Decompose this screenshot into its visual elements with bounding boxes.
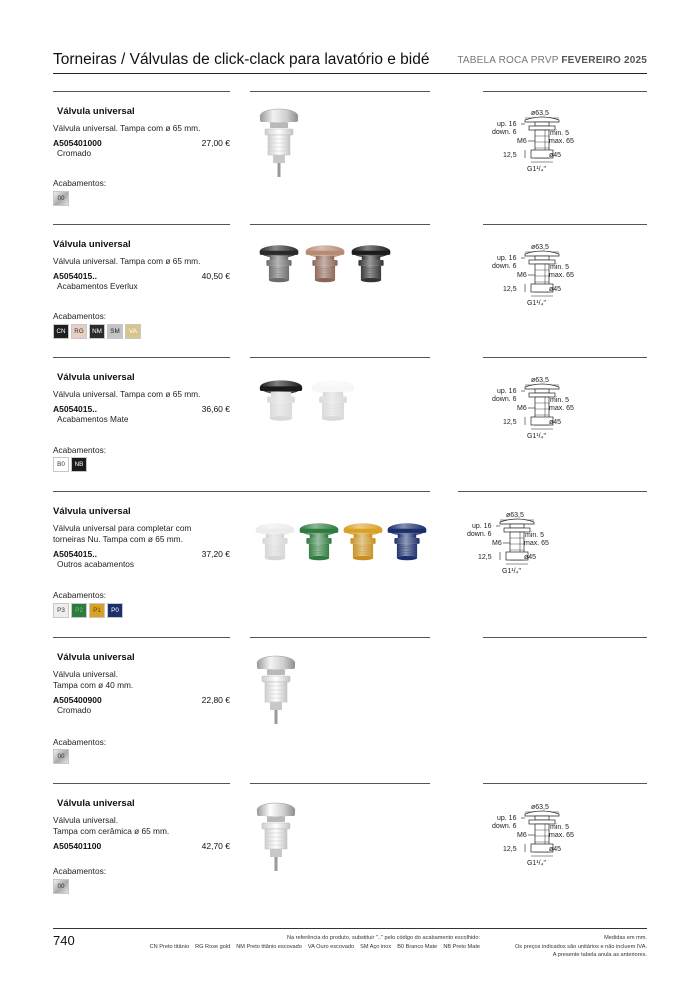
section-rule <box>483 637 647 638</box>
product-reference: A5054015.. <box>53 271 97 281</box>
technical-drawing <box>483 106 603 186</box>
finishes-label: Acabamentos: <box>53 590 107 600</box>
section-rule <box>250 357 430 358</box>
product-price: 37,20 € <box>201 549 230 559</box>
product-image-p2-valve <box>298 522 340 573</box>
product-description <box>53 123 223 134</box>
description-line: Válvula universal. Tampa com ø 65 mm. <box>53 389 201 399</box>
product-image-p1-valve <box>342 522 384 573</box>
finish-swatch-nb[interactable]: NB <box>71 457 87 472</box>
dim-up: up. 16 <box>497 121 517 128</box>
product-title: Válvula universal <box>57 372 135 383</box>
dim-diameter: ø63,5 <box>531 244 549 251</box>
product-description <box>53 389 223 400</box>
dim-diameter: ø63,5 <box>531 377 549 384</box>
description-line: Tampa com cerâmica ø 65 mm. <box>53 826 170 836</box>
finish-swatch-nm[interactable]: NM <box>89 324 105 339</box>
finish-swatch-b0[interactable]: B0 <box>53 457 69 472</box>
dim-max: max. 65 <box>524 540 549 547</box>
product-title: Válvula universal <box>53 239 131 250</box>
finish-swatch-00[interactable]: 00 <box>53 191 69 206</box>
dim-min: min. 5 <box>525 532 545 539</box>
product-finish-name: Outros acabamentos <box>57 559 135 569</box>
dim-m6: M6 <box>517 138 527 145</box>
section-rule <box>483 91 647 92</box>
dim-min: min. 5 <box>550 397 570 404</box>
finish-swatches <box>53 457 87 472</box>
dimension-diagram <box>483 800 603 880</box>
legend-item: VA Ouro escovado <box>307 943 355 950</box>
dim-d45: ø45 <box>549 419 562 426</box>
description-line: Tampa com ø 40 mm. <box>53 680 134 690</box>
finishes-label: Acabamentos: <box>53 445 107 455</box>
product-image-chrome-small-valve <box>255 654 297 732</box>
header-rule <box>53 73 647 74</box>
description-line: Válvula universal. <box>53 669 119 679</box>
finish-swatch-cn[interactable]: CN <box>53 324 69 339</box>
footer-finish-legend <box>120 934 480 951</box>
dim-down: down. 6 <box>492 823 517 830</box>
finish-swatch-rg[interactable]: RG <box>71 324 87 339</box>
dim-thread: G1¹/₄" <box>527 433 546 440</box>
dim-m6: M6 <box>517 405 527 412</box>
footer-note-line: Os preços indicados são unitários e não incluem IVA. <box>514 943 647 950</box>
legend-item: B0 Branco Mate <box>397 943 438 950</box>
product-image-black-valve <box>350 244 392 295</box>
dim-m6: M6 <box>492 540 502 547</box>
finish-legend <box>144 944 480 950</box>
finish-swatch-sm[interactable]: SM <box>107 324 123 339</box>
section-rule <box>483 783 647 784</box>
finish-swatches <box>53 603 123 618</box>
product-image-p3-valve <box>254 522 296 573</box>
description-line: torneiras Nu. Tampa com ø 65 mm. <box>53 534 183 544</box>
product-image <box>258 379 356 435</box>
dim-max: max. 65 <box>549 272 574 279</box>
dim-m6: M6 <box>517 272 527 279</box>
product-image-ceramic-valve <box>255 801 297 879</box>
dimension-diagram <box>458 508 578 588</box>
dim-max: max. 65 <box>549 405 574 412</box>
dim-height: 12,5 <box>503 152 517 159</box>
dimension-diagram <box>483 240 603 320</box>
section-rule <box>53 783 230 784</box>
section-rule <box>250 783 430 784</box>
dim-d45: ø45 <box>524 554 537 561</box>
dim-height: 12,5 <box>503 286 517 293</box>
technical-drawing <box>483 373 603 453</box>
product-reference: A5054015.. <box>53 549 97 559</box>
section-rule <box>483 357 647 358</box>
dim-down: down. 6 <box>492 396 517 403</box>
product-price: 42,70 € <box>201 841 230 851</box>
product-reference: A5054015.. <box>53 404 97 414</box>
description-line: Válvula universal. Tampa com ø 65 mm. <box>53 123 201 133</box>
dim-thread: G1¹/₄" <box>502 568 521 575</box>
product-description <box>53 256 223 267</box>
product-price: 36,60 € <box>201 404 230 414</box>
description-line: Válvula universal. Tampa com ø 65 mm. <box>53 256 201 266</box>
product-finish-name: Acabamentos Everlux <box>57 281 138 291</box>
dim-max: max. 65 <box>549 138 574 145</box>
dim-up: up. 16 <box>497 815 517 822</box>
section-rule <box>250 224 430 225</box>
dim-down: down. 6 <box>467 531 492 538</box>
footer-note-line: A presente tabela anula as anteriores. <box>552 952 647 958</box>
product-image <box>258 244 392 295</box>
footer-note-line: Medidas em mm. <box>604 935 647 941</box>
section-rule <box>53 357 230 358</box>
footer-rule <box>53 928 647 929</box>
section-rule <box>458 491 647 492</box>
product-reference: A505401100 <box>53 841 102 851</box>
dim-height: 12,5 <box>503 419 517 426</box>
page-number: 740 <box>53 933 75 948</box>
dim-diameter: ø63,5 <box>506 512 524 519</box>
dim-up: up. 16 <box>497 255 517 262</box>
product-image <box>258 107 300 190</box>
legend-item: NB Preto Mate <box>443 943 480 950</box>
technical-drawing <box>483 240 603 320</box>
product-image-black-matte-valve <box>258 379 304 435</box>
product-image-rosegold-valve <box>304 244 346 295</box>
product-image-chrome-valve <box>258 107 300 185</box>
dim-min: min. 5 <box>550 264 570 271</box>
dim-d45: ø45 <box>549 152 562 159</box>
dim-diameter: ø63,5 <box>531 804 549 811</box>
product-reference: A505400900 <box>53 695 102 705</box>
section-rule <box>53 637 230 638</box>
product-image <box>254 522 428 573</box>
finish-swatch-00[interactable]: 00 <box>53 749 69 764</box>
section-rule <box>53 224 230 225</box>
dim-d45: ø45 <box>549 846 562 853</box>
description-line: Válvula universal para completar com <box>53 523 192 533</box>
dim-m6: M6 <box>517 832 527 839</box>
finish-swatches <box>53 749 69 764</box>
product-image <box>255 801 297 884</box>
legend-item: NM Preto titânio escovado <box>236 943 302 950</box>
finish-swatches <box>53 191 69 206</box>
technical-drawing <box>458 508 578 588</box>
product-price: 22,80 € <box>201 695 230 705</box>
finishes-label: Acabamentos: <box>53 311 107 321</box>
dim-down: down. 6 <box>492 129 517 136</box>
dim-min: min. 5 <box>550 130 570 137</box>
section-rule <box>53 491 283 492</box>
finish-swatch-00[interactable]: 00 <box>53 879 69 894</box>
dim-diameter: ø63,5 <box>531 110 549 117</box>
footer-note: Na referência do produto, substituir ".." pelo código do acabamento escolhido: <box>286 935 480 941</box>
product-image-white-matte-valve <box>310 379 356 435</box>
dim-thread: G1¹/₄" <box>527 300 546 307</box>
dimension-diagram <box>483 106 603 186</box>
finish-swatch-p1[interactable]: P1 <box>89 603 105 618</box>
product-finish-name: Cromado <box>57 705 92 715</box>
dim-up: up. 16 <box>472 523 492 530</box>
finish-swatch-p0[interactable]: P0 <box>107 603 123 618</box>
technical-drawing <box>483 800 603 880</box>
section-rule <box>250 637 430 638</box>
finish-swatch-p2[interactable]: P2 <box>71 603 87 618</box>
description-line: Válvula universal. <box>53 815 119 825</box>
product-description <box>53 815 223 837</box>
product-description <box>53 669 223 691</box>
section-rule <box>53 91 230 92</box>
catalog-edition-date: FEVEREIRO 2025 <box>561 55 647 66</box>
dim-min: min. 5 <box>550 824 570 831</box>
product-price: 40,50 € <box>201 271 230 281</box>
finish-swatches <box>53 324 141 339</box>
product-title: Válvula universal <box>53 506 131 517</box>
finishes-label: Acabamentos: <box>53 737 107 747</box>
product-finish-name: Acabamentos Mate <box>57 414 129 424</box>
product-image-p0-valve <box>386 522 428 573</box>
footer-notes <box>477 934 647 960</box>
dim-thread: G1¹/₄" <box>527 166 546 173</box>
dim-height: 12,5 <box>503 846 517 853</box>
product-image <box>255 654 297 737</box>
catalog-edition <box>457 55 647 66</box>
finish-swatch-p3[interactable]: P3 <box>53 603 69 618</box>
section-rule <box>483 224 647 225</box>
product-title: Válvula universal <box>57 106 135 117</box>
dim-thread: G1¹/₄" <box>527 860 546 867</box>
dim-d45: ø45 <box>549 286 562 293</box>
product-price: 27,00 € <box>201 138 230 148</box>
dimension-diagram <box>483 373 603 453</box>
finishes-label: Acabamentos: <box>53 866 107 876</box>
section-rule <box>250 91 430 92</box>
product-title: Válvula universal <box>57 798 135 809</box>
finish-swatch-va[interactable]: VA <box>125 324 141 339</box>
product-image-titanium-valve <box>258 244 300 295</box>
legend-item: SM Aço inox <box>360 943 392 950</box>
product-reference: A505401000 <box>53 138 102 148</box>
finishes-label: Acabamentos: <box>53 178 107 188</box>
section-rule <box>250 491 430 492</box>
legend-item: CN Preto titânio <box>149 943 190 950</box>
dim-max: max. 65 <box>549 832 574 839</box>
legend-item: RG Rose gold <box>195 943 231 950</box>
dim-down: down. 6 <box>492 263 517 270</box>
product-description <box>53 523 223 545</box>
page-title: Torneiras / Válvulas de click-clack para lavatório e bidé <box>53 51 430 68</box>
catalog-name: TABELA ROCA PRVP <box>457 55 559 66</box>
finish-swatches <box>53 879 69 894</box>
dim-up: up. 16 <box>497 388 517 395</box>
product-finish-name: Cromado <box>57 148 92 158</box>
product-title: Válvula universal <box>57 652 135 663</box>
dim-height: 12,5 <box>478 554 492 561</box>
